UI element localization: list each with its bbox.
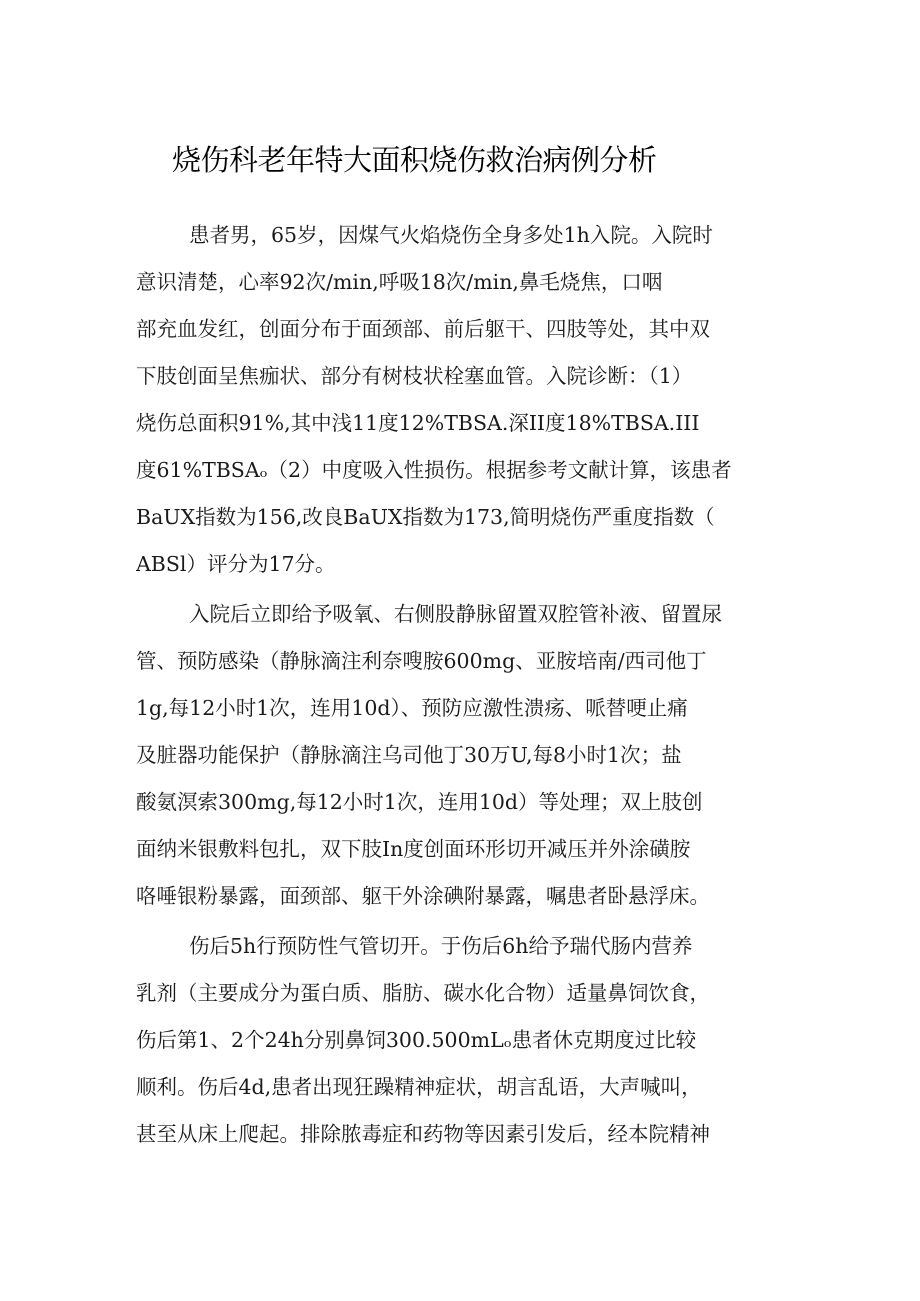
text-line: 患者男，65岁，因煤气火焰烧伤全身多处1h入院。入院时 <box>189 223 713 247</box>
text-line: 伤后第1、2个24h分别鼻饲300.500mLₒ患者休克期度过比较 <box>136 1028 697 1052</box>
text-line: 面纳米银敷料包扎，双下肢In度创面环形切开减压并外涂磺胺 <box>136 837 691 861</box>
text-line: 下肢创面呈焦痂状、部分有树枝状栓塞血管。入院诊断：（1） <box>136 364 693 388</box>
paragraph-2 <box>136 591 796 920</box>
text-line: 甚至从床上爬起。排除脓毒症和药物等因素引发后，经本院精神 <box>136 1122 710 1146</box>
document-body <box>136 212 796 1161</box>
paragraph-3 <box>136 923 796 1158</box>
text-line: 酸氨溟索300mg,每12小时1次，连用10d）等处理；双上肢创 <box>136 790 703 814</box>
text-line: BaUX指数为156,改良BaUX指数为173,简明烧伤严重度指数（ <box>136 505 715 529</box>
text-line: 1g,每12小时1次，连用10d）、预防应激性溃疡、哌替哽止痛 <box>136 696 688 720</box>
text-line: 咯唾银粉暴露，面颈部、躯干外涂碘附暴露，嘱患者卧悬浮床。 <box>136 884 710 908</box>
text-line: 烧伤总面积91%,其中浅11度12%TBSA.深II度18%TBSA.III <box>136 411 700 435</box>
text-line: 及脏器功能保护（静脉滴注乌司他丁30万U,每8小时1次；盐 <box>136 743 682 767</box>
text-line: 部充血发红，创面分布于面颈部、前后躯干、四肢等处，其中双 <box>136 317 710 341</box>
text-line: 伤后5h行预防性气管切开。于伤后6h给予瑞代肠内营养 <box>189 934 693 958</box>
text-line: 入院后立即给予吸氧、右侧股静脉留置双腔管补液、留置尿 <box>189 602 722 626</box>
text-line: 管、预防感染（静脉滴注利奈嗖胺600mg、亚胺培南/西司他丁 <box>136 649 707 673</box>
paragraph-1 <box>136 212 796 588</box>
text-line: 顺利。伤后4d,患者出现狂躁精神症状，胡言乱语，大声喊叫， <box>136 1075 702 1099</box>
text-line: ABSl）评分为17分。 <box>136 552 336 576</box>
document-title: 烧伤科老年特大面积烧伤救治病例分析 <box>172 143 657 177</box>
text-line: 度61%TBSAₒ（2）中度吸入性损伤。根据参考文献计算，该患者 <box>136 458 732 482</box>
text-line: 乳剂（主要成分为蛋白质、脂肪、碳水化合物）适量鼻饲饮食， <box>136 981 710 1005</box>
text-line: 意识清楚，心率92次/min,呼吸18次/min,鼻毛烧焦，口咽 <box>136 270 663 294</box>
